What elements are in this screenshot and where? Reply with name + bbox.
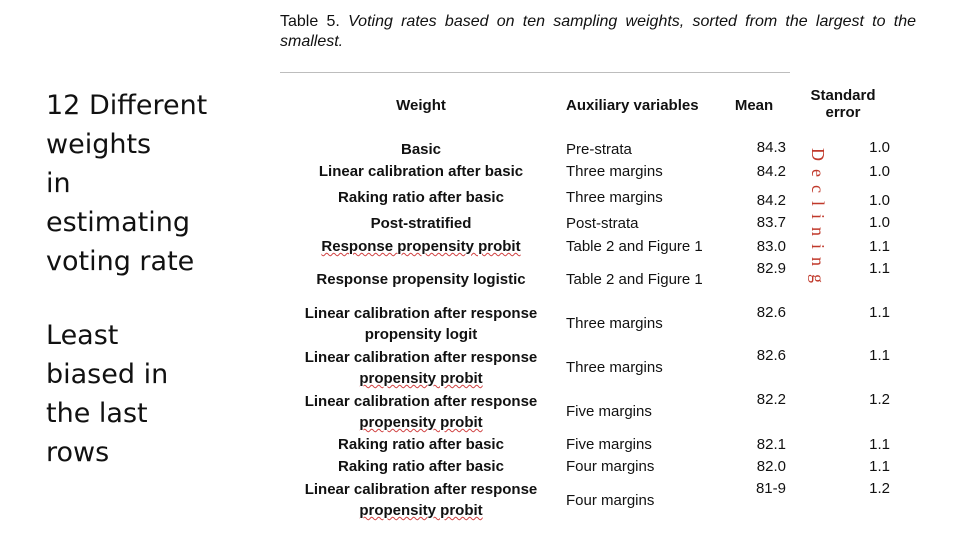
row-se: 1.0: [869, 163, 890, 180]
header-standard-error: [800, 87, 886, 121]
row-aux: Three margins: [566, 189, 663, 206]
row-weight-line1: Linear calibration after response: [304, 305, 538, 322]
row-weight-line1: Linear calibration after response: [304, 393, 538, 410]
header-se-line1: Standard: [810, 87, 876, 104]
left-line: weights: [46, 129, 152, 160]
left-line: rows: [46, 437, 110, 468]
row-weight-line2: [290, 368, 552, 389]
left-line: biased in: [46, 359, 169, 390]
header-se-line2: error: [825, 104, 861, 121]
row-weight: Response propensity logistic: [316, 271, 526, 288]
row-se: 1.0: [869, 192, 890, 209]
header-weight: Weight: [396, 97, 446, 114]
left-heading-least-biased: [46, 316, 168, 472]
row-se: 1.1: [869, 436, 890, 453]
row-weight-line2: [290, 412, 552, 433]
row-weight: [290, 236, 552, 257]
row-aux: Post-strata: [566, 215, 639, 232]
caption-divider: [280, 72, 790, 73]
row-se: 1.2: [869, 391, 890, 408]
row-aux: Five margins: [566, 436, 652, 453]
row-weight: Post-stratified: [370, 215, 472, 232]
row-aux: Three margins: [566, 163, 663, 180]
row-weight: Linear calibration after basic: [318, 163, 524, 180]
row-aux: Four margins: [566, 492, 655, 509]
table-caption: [280, 12, 916, 52]
row-se: 1.2: [869, 480, 890, 497]
row-weight-line2: [290, 500, 552, 521]
left-line: Least: [46, 320, 119, 351]
left-line: in: [46, 168, 71, 199]
row-se: 1.1: [869, 260, 890, 277]
row-aux: Pre-strata: [566, 141, 632, 158]
header-mean: Mean: [734, 97, 774, 114]
row-se: 1.1: [869, 458, 890, 475]
caption-label: Table 5.: [280, 13, 340, 30]
row-mean: 82.9: [756, 260, 786, 277]
row-aux: Four margins: [566, 458, 655, 475]
left-heading-different-weights: [46, 86, 207, 281]
row-se: 1.0: [869, 139, 890, 156]
row-mean: 82.1: [756, 436, 786, 453]
row-mean: 84.3: [756, 139, 786, 156]
left-line: voting rate: [46, 246, 195, 277]
caption-text: Voting rates based on ten sampling weights, sorted from the largest to the smallest.: [280, 13, 916, 50]
row-weight-line1: Linear calibration after response: [304, 481, 538, 498]
row-weight: Raking ratio after basic: [338, 436, 504, 453]
left-line: 12 Different: [46, 90, 208, 121]
row-mean: 82.6: [756, 347, 786, 364]
row-mean: 81-9: [755, 480, 786, 497]
row-se: 1.1: [869, 238, 890, 255]
row-weight-line2: propensity logit: [364, 326, 478, 343]
row-se: 1.1: [869, 304, 890, 321]
row-weight-line1: Linear calibration after response: [304, 349, 538, 366]
row-aux: Three margins: [566, 359, 663, 376]
row-weight-text: Response propensity probit: [321, 238, 521, 255]
row-aux: Three margins: [566, 315, 663, 332]
row-se: 1.1: [869, 347, 890, 364]
left-line: the last: [46, 398, 148, 429]
row-weight: Basic: [400, 141, 442, 158]
row-se: 1.0: [869, 214, 890, 231]
row-aux: Five margins: [566, 403, 652, 420]
row-weight-line2-text: propensity probit: [359, 370, 483, 387]
declining-annotation: Declining: [808, 148, 828, 291]
row-mean: 84.2: [756, 192, 786, 209]
row-mean: 83.7: [756, 214, 786, 231]
row-mean: 82.0: [756, 458, 786, 475]
row-mean: 84.2: [756, 163, 786, 180]
row-mean: 82.2: [756, 391, 786, 408]
row-mean: 83.0: [756, 238, 786, 255]
row-aux: Table 2 and Figure 1: [566, 238, 703, 255]
header-auxiliary-variables: Auxiliary variables: [566, 97, 699, 114]
row-weight: Raking ratio after basic: [338, 458, 504, 475]
row-weight-line2-text: propensity probit: [359, 414, 483, 431]
row-mean: 82.6: [756, 304, 786, 321]
row-weight: Raking ratio after basic: [338, 189, 504, 206]
row-weight-line2-text: propensity probit: [359, 502, 483, 519]
left-line: estimating: [46, 207, 190, 238]
row-aux: Table 2 and Figure 1: [566, 271, 703, 288]
